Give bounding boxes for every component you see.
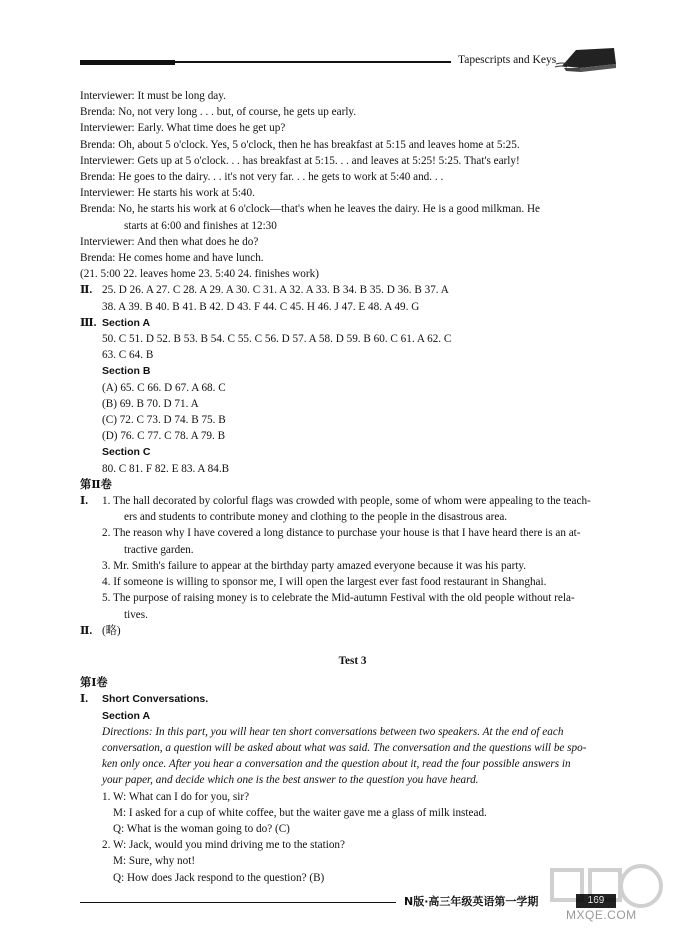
text-line <box>80 493 625 509</box>
line-text: ken only once. After you hear a conversation and the question about it, read the four possible answers in <box>102 758 571 771</box>
text-line <box>80 740 625 756</box>
footer-rule <box>80 902 396 903</box>
line-text: Brenda: Oh, about 5 o'clock. Yes, 5 o'clock, then he has breakfast at 5:15 and leaves home at 5:25. <box>80 138 520 151</box>
text-line <box>80 821 625 837</box>
line-text: (C) 72. C 73. D 74. B 75. B <box>102 414 226 427</box>
text-line <box>80 675 625 691</box>
line-text: tives. <box>124 608 148 621</box>
text-line <box>80 756 625 772</box>
text-line <box>80 282 625 298</box>
line-text: Q: How does Jack respond to the question? (B) <box>113 871 325 884</box>
text-line <box>80 853 625 869</box>
text-line <box>80 590 625 606</box>
text-line <box>80 837 625 853</box>
line-text: (B) 69. B 70. D 71. A <box>102 397 199 410</box>
text-line <box>80 477 625 493</box>
text-line <box>80 691 625 707</box>
header-rule-thick <box>80 60 175 65</box>
header-rule-thin <box>175 61 451 63</box>
line-text: 38. A 39. B 40. B 41. B 42. D 43. F 44. C 45. H 46. J 47. E 48. A 49. G <box>102 300 420 313</box>
line-text: M: Sure, why not! <box>113 855 196 868</box>
text-line <box>80 120 625 136</box>
answer-key-content <box>80 88 625 886</box>
line-text: 第Ⅱ卷 <box>80 478 112 491</box>
text-line <box>80 347 625 363</box>
line-text: (D) 76. C 77. C 78. A 79. B <box>102 430 226 443</box>
line-text: Interviewer: It must be long day. <box>80 90 226 102</box>
line-text: Brenda: No, not very long . . . but, of course, he gets up early. <box>80 106 357 119</box>
line-text: Brenda: He goes to the dairy. . . it's not very far. . . he gets to work at 5:40 and. . . <box>80 171 444 184</box>
line-text: 25. D 26. A 27. C 28. A 29. A 30. C 31. A 32. A 33. B 34. B 35. D 36. B 37. A <box>102 284 449 297</box>
text-line <box>80 461 625 477</box>
line-text: Brenda: No, he starts his work at 6 o'clock—that's when he leaves the dairy. He is a good milkman. He <box>80 203 541 216</box>
text-line <box>80 623 625 639</box>
text-line <box>80 250 625 266</box>
text-line <box>80 870 625 886</box>
text-line <box>80 574 625 590</box>
line-text: (略) <box>102 624 121 637</box>
section-number: Ⅱ. <box>80 284 93 297</box>
footer-title: N版·高三年级英语第一学期 <box>404 895 539 908</box>
line-text: conversation, a question will be asked about what was said. The conversation and the questions will be spo- <box>102 741 587 754</box>
line-text: (21. 5:00 22. leaves home 23. 5:40 24. finishes work) <box>80 268 319 281</box>
line-text: Section C <box>102 446 151 459</box>
text-line <box>80 412 625 428</box>
line-text: M: I asked for a cup of white coffee, but the waiter gave me a glass of milk instead. <box>113 806 487 819</box>
text-line <box>80 88 625 104</box>
line-text: Section B <box>102 365 151 378</box>
text-line <box>80 169 625 185</box>
text-line <box>80 509 625 525</box>
line-text: 1. W: What can I do for you, sir? <box>102 790 250 803</box>
text-line <box>80 331 625 347</box>
text-line <box>80 137 625 153</box>
line-text: 4. If someone is willing to sponsor me, I will open the largest ever fast food restaurant in Shanghai. <box>102 576 547 589</box>
line-text: Interviewer: And then what does he do? <box>80 235 259 248</box>
text-line <box>80 607 625 623</box>
text-line <box>80 315 625 331</box>
book-icon <box>554 44 620 74</box>
section-number: Ⅰ. <box>80 495 89 508</box>
section-number: Ⅲ. <box>80 316 97 329</box>
line-text: 第Ⅰ卷 <box>80 677 108 690</box>
text-line <box>80 363 625 379</box>
text-line <box>80 380 625 396</box>
text-line <box>80 653 625 669</box>
line-text: your paper, and decide which one is the best answer to the question you have heard. <box>102 774 479 787</box>
text-line <box>80 218 625 234</box>
line-text: 80. C 81. F 82. E 83. A 84.B <box>102 462 230 475</box>
section-number: Ⅱ. <box>80 624 93 637</box>
line-text: 50. C 51. D 52. B 53. B 54. C 55. C 56. D 57. A 58. D 59. B 60. C 61. A 62. C <box>102 333 452 346</box>
text-line <box>80 234 625 250</box>
text-line <box>80 444 625 460</box>
line-text: Short Conversations. <box>102 693 209 706</box>
text-line <box>80 772 625 788</box>
line-text: Directions: In this part, you will hear ten short conversations between two speakers. At the end of each <box>102 725 564 738</box>
line-text: 2. W: Jack, would you mind driving me to the station? <box>102 839 345 852</box>
line-text: 2. The reason why I have covered a long distance to purchase your house is that I have heard there is an at- <box>102 527 581 540</box>
text-line <box>80 805 625 821</box>
text-line <box>80 708 625 724</box>
line-text: 1. The hall decorated by colorful flags was crowded with people, some of whom were appealing to the teach- <box>102 495 591 508</box>
text-line <box>80 104 625 120</box>
line-text: Section A <box>102 316 151 329</box>
text-line <box>80 299 625 315</box>
text-line <box>80 153 625 169</box>
watermark-text: MXQE.COM <box>566 908 637 922</box>
header-title: Tapescripts and Keys <box>458 54 557 66</box>
line-text: 63. C 64. B <box>102 349 154 362</box>
text-line <box>80 266 625 282</box>
text-line <box>80 558 625 574</box>
line-text: starts at 6:00 and finishes at 12:30 <box>124 219 277 232</box>
line-text: Interviewer: Early. What time does he get up? <box>80 122 286 135</box>
line-text: Interviewer: He starts his work at 5:40. <box>80 187 255 200</box>
line-text: 3. Mr. Smith's failure to appear at the birthday party amazed everyone because it was his party. <box>102 559 527 572</box>
text-line <box>80 542 625 558</box>
line-text: Interviewer: Gets up at 5 o'clock. . . has breakfast at 5:15. . . and leaves at 5:25! 5:25. That's early! <box>80 154 520 167</box>
line-text: ers and students to contribute money and clothing to the people in the disastrous area. <box>124 511 508 524</box>
line-text: (A) 65. C 66. D 67. A 68. C <box>102 381 226 394</box>
page-number: 169 <box>576 894 616 908</box>
line-text: 5. The purpose of raising money is to celebrate the Mid-autumn Festival with the old people without rela- <box>102 592 575 605</box>
text-line <box>80 396 625 412</box>
text-line <box>80 185 625 201</box>
section-number: Ⅰ. <box>80 693 89 706</box>
text-line <box>80 724 625 740</box>
line-text: Section A <box>102 709 151 722</box>
text-line <box>80 428 625 444</box>
line-text: Brenda: He comes home and have lunch. <box>80 252 264 265</box>
text-line <box>80 525 625 541</box>
line-text: tractive garden. <box>124 543 194 556</box>
text-line <box>80 201 625 217</box>
text-line <box>80 789 625 805</box>
line-text: Q: What is the woman going to do? (C) <box>113 822 290 835</box>
line-text: Test 3 <box>338 654 367 667</box>
